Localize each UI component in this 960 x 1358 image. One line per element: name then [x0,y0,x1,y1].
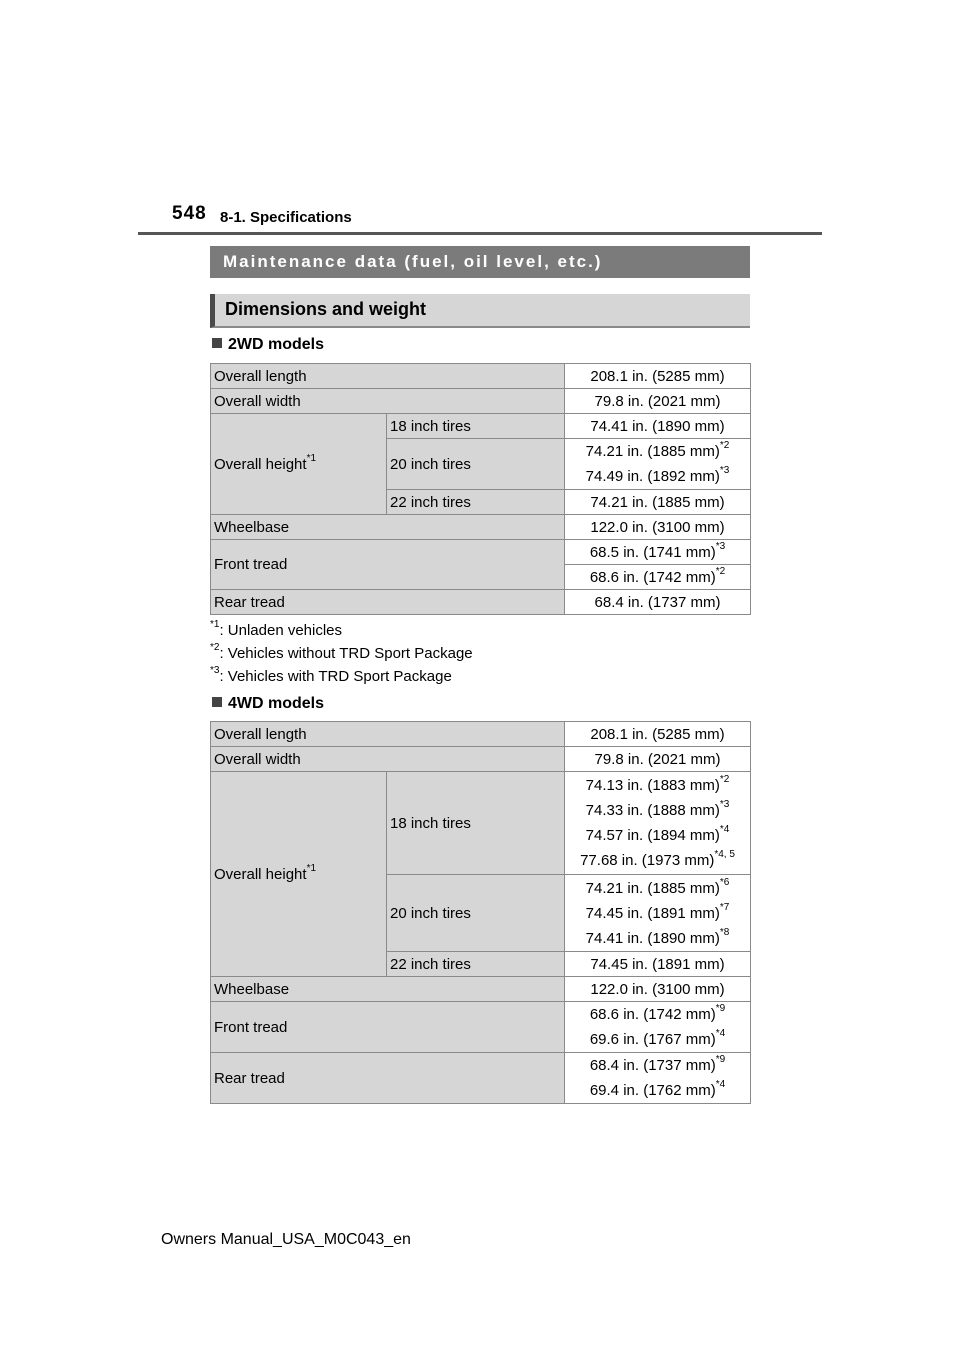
header-rule [138,232,822,235]
table-row [211,747,751,772]
tire-size-label: 20 inch tires [387,439,565,490]
row-label: Wheelbase [211,977,565,1002]
table-row [211,590,751,615]
table-row [211,772,751,875]
row-value: 74.41 in. (1890 mm) [565,414,751,439]
row-value: 68.4 in. (1737 mm)$^{*9}$ 69.4 in. (1762 mm)$^{*4}$ [565,1053,751,1104]
table-row [211,722,751,747]
square-bullet-icon [212,697,222,707]
footer-manual-id: Owners Manual_USA_M0C043_en [161,1231,411,1248]
4wd-dimensions-table [210,721,751,1104]
row-value: 68.6 in. (1742 mm)$^{*9}$ 69.6 in. (1767 mm)$^{*4}$ [565,1002,751,1053]
row-label: Overall length [211,722,565,747]
overall-height-label: Overall height$^{*1}$ [211,772,387,977]
2wd-models-heading: 2WD models [212,336,324,354]
table-row [211,1053,751,1104]
footnote-2: $^{*2}$: Vehicles without TRD Sport Package [210,642,473,662]
row-value: 79.8 in. (2021 mm) [565,747,751,772]
row-label: Wheelbase [211,515,565,540]
row-value: 74.21 in. (1885 mm) [565,490,751,515]
row-label: Overall width [211,389,565,414]
row-label: Overall length [211,364,565,389]
row-value: 74.21 in. (1885 mm)$^{*2}$ 74.49 in. (1892 mm)$^{*3}$ [565,439,751,490]
page-number: 548 [172,203,207,224]
row-value: 74.13 in. (1883 mm)$^{*2}$ 74.33 in. (1888 mm)$^{*3}$ 74.57 in. (1894 mm)$^{*4}$ 77.68 in. (1973 mm)$^{*4, 5}$ [565,772,751,875]
row-value: 208.1 in. (5285 mm) [565,722,751,747]
row-value: 122.0 in. (3100 mm) [565,515,751,540]
footnote-1: $^{*1}$: Unladen vehicles [210,619,343,639]
row-value: 74.21 in. (1885 mm)$^{*6}$ 74.45 in. (1891 mm)$^{*7}$ 74.41 in. (1890 mm)$^{*8}$ [565,875,751,952]
4wd-models-heading: 4WD models [212,695,324,713]
footnote-3: $^{*3}$: Vehicles with TRD Sport Package [210,665,452,685]
tire-size-label: 22 inch tires [387,952,565,977]
row-label: Rear tread [211,590,565,615]
tire-size-label: 18 inch tires [387,414,565,439]
row-label: Rear tread [211,1053,565,1104]
table-row [211,414,751,439]
table-row [211,389,751,414]
tire-size-label: 20 inch tires [387,875,565,952]
square-bullet-icon [212,338,222,348]
row-value: 68.6 in. (1742 mm)$^{*2}$ [565,565,751,590]
overall-height-label: Overall height$^{*1}$ [211,414,387,515]
row-value: 68.5 in. (1741 mm)$^{*3}$ [565,540,751,565]
2wd-dimensions-table [210,363,751,615]
row-label: Overall width [211,747,565,772]
table-row [211,977,751,1002]
row-value: 68.4 in. (1737 mm) [565,590,751,615]
table-row [211,1002,751,1053]
row-value: 122.0 in. (3100 mm) [565,977,751,1002]
row-value: 208.1 in. (5285 mm) [565,364,751,389]
row-label: Front tread [211,1002,565,1053]
section-label: 8-1. Specifications [220,209,352,226]
dimensions-weight-heading: Dimensions and weight [210,294,750,328]
tire-size-label: 22 inch tires [387,490,565,515]
maintenance-data-banner: Maintenance data (fuel, oil level, etc.) [210,246,750,278]
tire-size-label: 18 inch tires [387,772,565,875]
table-row [211,364,751,389]
row-label: Front tread [211,540,565,590]
table-row [211,540,751,565]
table-row [211,515,751,540]
row-value: 74.45 in. (1891 mm) [565,952,751,977]
row-value: 79.8 in. (2021 mm) [565,389,751,414]
